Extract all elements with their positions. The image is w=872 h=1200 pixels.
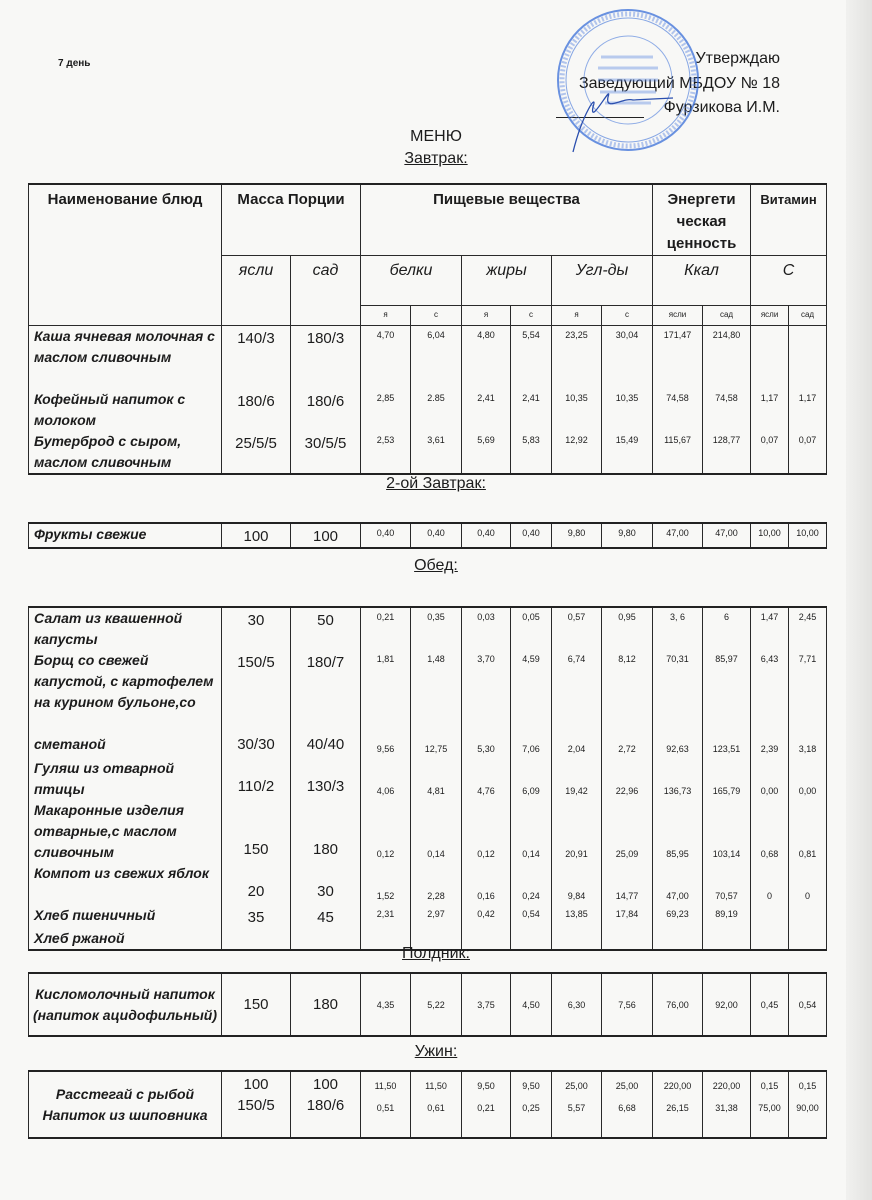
nutrient-value: 20,91 [552, 800, 602, 863]
nutrient-value: 4,50 [511, 973, 552, 1036]
nutrient-value: 89,19 [703, 905, 751, 928]
nutrient-value: 10,00 [751, 523, 789, 548]
nutrient-value: 0,35 [411, 607, 462, 650]
mass-yasli: 110/2 [222, 758, 291, 800]
section-title [0, 1043, 872, 1061]
dish-name: Расстегай с рыбой Напиток из шиповника [29, 1071, 222, 1138]
header-mass: Масса Порции [222, 184, 361, 256]
nutrient-value: 30,04 [602, 326, 653, 389]
nutrient-value: 12,92 [552, 431, 602, 474]
mass-sad: 50 [291, 607, 361, 650]
mass-yasli: 30 [222, 607, 291, 650]
table-row [29, 905, 827, 928]
nutrient-value: 2,39 [751, 734, 789, 758]
nutrient-value: 4,35 [361, 973, 411, 1036]
mass-sad: 180/3 [291, 326, 361, 389]
section-title-text: Ужин: [414, 1043, 458, 1060]
header-subcolumn: с [511, 306, 552, 326]
nutrient-value: 1,48 [411, 650, 462, 734]
section-title-text: Полдник: [402, 945, 470, 962]
nutrient-value: 171,47 [653, 326, 703, 389]
mass-sad: 40/40 [291, 734, 361, 758]
nutrient-value: 4,76 [462, 758, 511, 800]
dish-name: Каша ячневая молочная с маслом сливочным [29, 326, 222, 389]
nutrient-value: 92,00 [703, 973, 751, 1036]
nutrient-value: 7,06 [511, 734, 552, 758]
nutrient-value: 0,00 [789, 758, 827, 800]
mass-sad: 180 [291, 973, 361, 1036]
header-subcolumn: я [552, 306, 602, 326]
approval-line-position: Заведующий МБДОУ № 18 [578, 75, 780, 92]
nutrient-value: 47,00 [653, 863, 703, 905]
nutrient-value: 0,40 [361, 523, 411, 548]
nutrient-value: 70,31 [653, 650, 703, 734]
table-row [29, 607, 827, 650]
dish-name: Кофейный напиток с молоком [29, 389, 222, 431]
nutrient-value: 0,54 [789, 973, 827, 1036]
header-subcolumn: с [602, 306, 653, 326]
nutrient-value [751, 326, 789, 389]
section-title-text: Завтрак: [404, 150, 468, 167]
nutrient-value: 1,17 [789, 389, 827, 431]
nutrient-value: 6 [703, 607, 751, 650]
mass-yasli: 20 [222, 863, 291, 905]
header-sad: сад [291, 256, 361, 326]
table-row [29, 973, 827, 1036]
nutrient-value: 47,00 [703, 523, 751, 548]
nutrient-value: 0,40 [462, 523, 511, 548]
header-vitamin: Витамин [751, 184, 827, 256]
nutrient-value: 2,85 [361, 389, 411, 431]
nutrient-value: 25,00 5,57 [552, 1071, 602, 1138]
mass-sad: 45 [291, 905, 361, 928]
nutrient-value: 92,63 [653, 734, 703, 758]
section-title [0, 557, 872, 575]
nutrient-value: 14,77 [602, 863, 653, 905]
nutrient-value: 9,80 [552, 523, 602, 548]
nutrient-value: 1,17 [751, 389, 789, 431]
header-subcolumn: с [411, 306, 462, 326]
header-proteins: белки [361, 256, 462, 306]
nutrient-value: 2,45 [789, 607, 827, 650]
table-row [29, 1071, 827, 1138]
nutrient-value: 4,80 [462, 326, 511, 389]
nutrient-value: 0 [789, 863, 827, 905]
nutrient-value: 0,24 [511, 863, 552, 905]
nutrient-value: 0,07 [789, 431, 827, 474]
dish-name: Кисломолочный напиток (напиток ацидофильный) [29, 973, 222, 1036]
nutrient-value: 0,03 [462, 607, 511, 650]
nutrient-value: 74,58 [703, 389, 751, 431]
menu-table [28, 183, 827, 475]
nutrient-value: 0,81 [789, 800, 827, 863]
table-row [29, 389, 827, 431]
nutrient-value: 2,97 [411, 905, 462, 928]
nutrient-value: 2,28 [411, 863, 462, 905]
nutrient-value: 214,80 [703, 326, 751, 389]
nutrient-value: 0,00 [751, 758, 789, 800]
nutrient-value: 74,58 [653, 389, 703, 431]
header-subcolumn: я [462, 306, 511, 326]
nutrient-value: 136,73 [653, 758, 703, 800]
nutrient-value [789, 905, 827, 928]
nutrient-value: 4,59 [511, 650, 552, 734]
header-fats: жиры [462, 256, 552, 306]
dish-name: Хлеб ржаной [29, 928, 222, 950]
dish-name: Макаронные изделия отварные,с маслом сливочным [29, 800, 222, 863]
nutrient-value: 2,41 [462, 389, 511, 431]
nutrient-value: 25,00 6,68 [602, 1071, 653, 1138]
nutrient-value: 0,14 [411, 800, 462, 863]
nutrient-value: 6,04 [411, 326, 462, 389]
nutrient-value: 7,71 [789, 650, 827, 734]
dish-name: Борщ со свежей капустой, с картофелем на курином бульоне,со [29, 650, 222, 734]
header-nutrients: Пищевые вещества [361, 184, 653, 256]
nutrient-value: 8,12 [602, 650, 653, 734]
nutrient-value: 165,79 [703, 758, 751, 800]
nutrient-value: 12,75 [411, 734, 462, 758]
nutrient-value: 123,51 [703, 734, 751, 758]
nutrient-value: 10,35 [602, 389, 653, 431]
nutrient-value: 2,53 [361, 431, 411, 474]
nutrient-value: 6,30 [552, 973, 602, 1036]
nutrient-value: 0,21 [361, 607, 411, 650]
nutrient-value: 0,05 [511, 607, 552, 650]
nutrient-value: 1,81 [361, 650, 411, 734]
table-row [29, 326, 827, 389]
dish-name: Хлеб пшеничный [29, 905, 222, 928]
nutrient-value: 0,45 [751, 973, 789, 1036]
nutrient-value: 220,00 31,38 [703, 1071, 751, 1138]
nutrient-value: 11,50 0,51 [361, 1071, 411, 1138]
mass-yasli: 100 150/5 [222, 1071, 291, 1138]
nutrient-value: 2,41 [511, 389, 552, 431]
mass-yasli: 150/5 [222, 650, 291, 734]
nutrient-value: 103,14 [703, 800, 751, 863]
nutrient-value: 220,00 26,15 [653, 1071, 703, 1138]
nutrient-value: 0,12 [361, 800, 411, 863]
nutrient-value: 69,23 [653, 905, 703, 928]
nutrient-value: 0,15 90,00 [789, 1071, 827, 1138]
nutrient-value: 0 [751, 863, 789, 905]
nutrient-value: 9,84 [552, 863, 602, 905]
header-subcolumn: ясли [751, 306, 789, 326]
nutrient-value: 3,75 [462, 973, 511, 1036]
nutrient-value [789, 326, 827, 389]
header-dish-name: Наименование блюд [29, 184, 222, 326]
nutrient-value: 1,47 [751, 607, 789, 650]
approval-line-name: Фурзикова И.М. [663, 99, 780, 116]
nutrient-value: 128,77 [703, 431, 751, 474]
nutrient-value: 2,72 [602, 734, 653, 758]
nutrient-value: 17,84 [602, 905, 653, 928]
mass-yasli: 150 [222, 973, 291, 1036]
nutrient-value: 22,96 [602, 758, 653, 800]
nutrient-value: 0,40 [411, 523, 462, 548]
scan-edge [846, 0, 872, 1200]
menu-table [28, 606, 827, 951]
mass-yasli: 35 [222, 905, 291, 928]
nutrient-value: 0,16 [462, 863, 511, 905]
mass-sad: 100 180/6 [291, 1071, 361, 1138]
header-energy: Энергети ческая ценность [653, 184, 751, 256]
table-row [29, 863, 827, 905]
nutrient-value: 0,42 [462, 905, 511, 928]
nutrient-value: 19,42 [552, 758, 602, 800]
dish-name: Фрукты свежие [29, 523, 222, 548]
header-subcolumn: сад [789, 306, 827, 326]
nutrient-value: 10,35 [552, 389, 602, 431]
nutrient-value: 6,09 [511, 758, 552, 800]
nutrient-value: 4,81 [411, 758, 462, 800]
nutrient-value: 7,56 [602, 973, 653, 1036]
dish-name: Компот из свежих яблок [29, 863, 222, 905]
table-row [29, 650, 827, 734]
nutrient-value: 13,85 [552, 905, 602, 928]
mass-sad: 180/6 [291, 389, 361, 431]
nutrient-value [751, 905, 789, 928]
nutrient-value: 5,54 [511, 326, 552, 389]
section-title [0, 945, 872, 963]
dish-name: сметаной [29, 734, 222, 758]
nutrient-value: 0,40 [511, 523, 552, 548]
header-vit_c: С [751, 256, 827, 306]
mass-sad: 30/5/5 [291, 431, 361, 474]
nutrient-value: 9,50 0,21 [462, 1071, 511, 1138]
nutrient-value: 3, 6 [653, 607, 703, 650]
section-title [0, 150, 872, 168]
dish-name: Бутерброд с сыром, маслом сливочным [29, 431, 222, 474]
nutrient-value: 1,52 [361, 863, 411, 905]
nutrient-value: 0,07 [751, 431, 789, 474]
nutrient-value: 5,69 [462, 431, 511, 474]
nutrient-value: 0,68 [751, 800, 789, 863]
nutrient-value: 115,67 [653, 431, 703, 474]
mass-yasli: 140/3 [222, 326, 291, 389]
nutrient-value: 70,57 [703, 863, 751, 905]
nutrient-value: 0,95 [602, 607, 653, 650]
nutrient-value: 3,61 [411, 431, 462, 474]
nutrient-value: 0,12 [462, 800, 511, 863]
table-row [29, 734, 827, 758]
table-row [29, 523, 827, 548]
mass-yasli: 100 [222, 523, 291, 548]
header-row [29, 184, 827, 256]
nutrient-value: 5,22 [411, 973, 462, 1036]
nutrient-value: 9,50 0,25 [511, 1071, 552, 1138]
nutrient-value: 6,43 [751, 650, 789, 734]
nutrient-value: 25,09 [602, 800, 653, 863]
header-subcolumn: я [361, 306, 411, 326]
nutrient-value: 10,00 [789, 523, 827, 548]
approval-line-approve: Утверждаю [695, 50, 780, 67]
nutrient-value: 2,04 [552, 734, 602, 758]
nutrient-value: 5,83 [511, 431, 552, 474]
header-subcolumn: ясли [653, 306, 703, 326]
section-title-text: 2-ой Завтрак: [386, 475, 486, 492]
nutrient-value: 0,15 75,00 [751, 1071, 789, 1138]
nutrient-value: 6,74 [552, 650, 602, 734]
header-yasli: ясли [222, 256, 291, 326]
nutrient-value: 23,25 [552, 326, 602, 389]
nutrient-value: 3,18 [789, 734, 827, 758]
mass-yasli: 180/6 [222, 389, 291, 431]
nutrient-value: 85,97 [703, 650, 751, 734]
nutrient-value: 15,49 [602, 431, 653, 474]
mass-sad: 180/7 [291, 650, 361, 734]
menu-table [28, 972, 827, 1037]
nutrient-value: 47,00 [653, 523, 703, 548]
mass-sad: 180 [291, 800, 361, 863]
nutrient-value: 9,56 [361, 734, 411, 758]
nutrient-value: 85,95 [653, 800, 703, 863]
mass-sad: 100 [291, 523, 361, 548]
nutrient-value: 9,80 [602, 523, 653, 548]
nutrient-value: 5,30 [462, 734, 511, 758]
dish-name: Гуляш из отварной птицы [29, 758, 222, 800]
header-kcal: Ккал [653, 256, 751, 306]
nutrient-value: 0,57 [552, 607, 602, 650]
menu-table [28, 1070, 827, 1139]
mass-yasli: 150 [222, 800, 291, 863]
mass-yasli: 30/30 [222, 734, 291, 758]
nutrient-value: 4,06 [361, 758, 411, 800]
nutrient-value: 2.85 [411, 389, 462, 431]
nutrient-value: 2,31 [361, 905, 411, 928]
table-row [29, 800, 827, 863]
nutrient-value: 0,14 [511, 800, 552, 863]
mass-sad: 30 [291, 863, 361, 905]
menu-title: МЕНЮ [410, 128, 462, 145]
section-title-text: Обед: [414, 557, 458, 574]
nutrient-value: 3,70 [462, 650, 511, 734]
header-subcolumn: сад [703, 306, 751, 326]
dish-name: Салат из квашенной капусты [29, 607, 222, 650]
mass-sad: 130/3 [291, 758, 361, 800]
nutrient-value: 76,00 [653, 973, 703, 1036]
menu-table [28, 522, 827, 549]
nutrient-value: 4,70 [361, 326, 411, 389]
table-row [29, 431, 827, 474]
day-label: 7 день [58, 58, 91, 69]
nutrient-value: 11,50 0,61 [411, 1071, 462, 1138]
mass-yasli: 25/5/5 [222, 431, 291, 474]
section-title [0, 475, 872, 493]
nutrient-value: 0,54 [511, 905, 552, 928]
table-row [29, 758, 827, 800]
header-carbs: Угл-ды [552, 256, 653, 306]
